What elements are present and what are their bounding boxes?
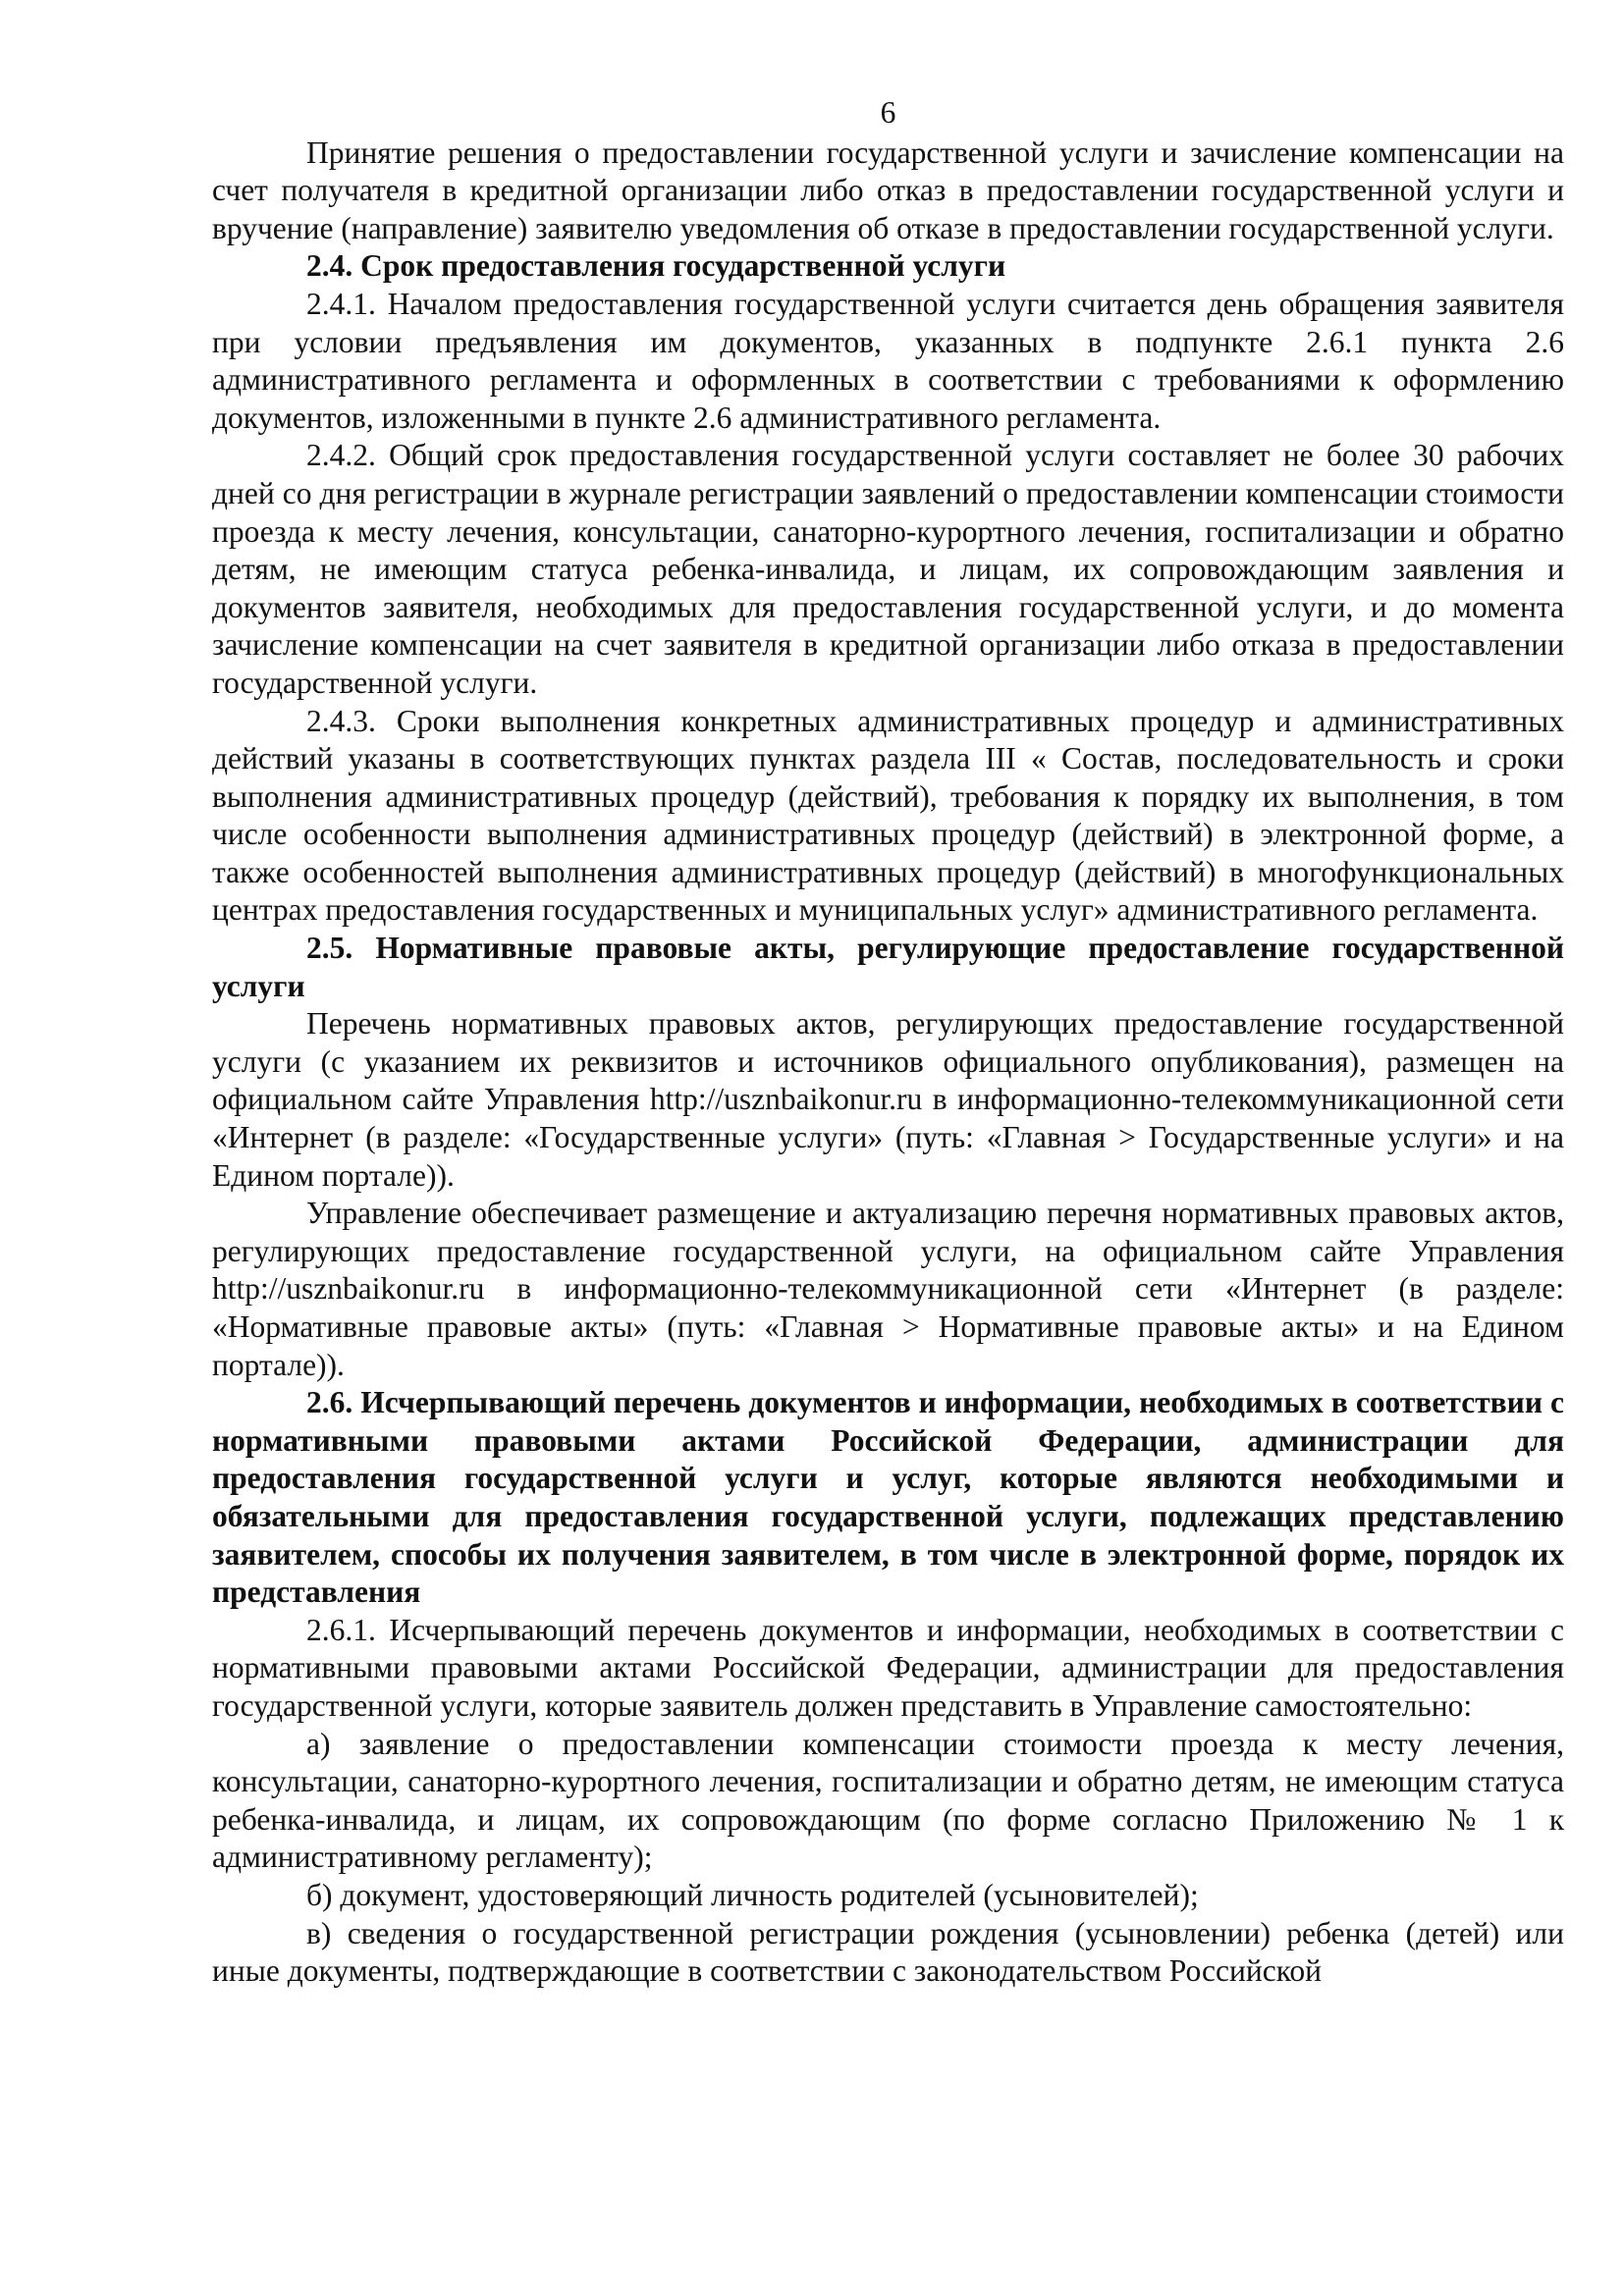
- list-item-a: а) заявление о предоставлении компенсации стоимости проезда к месту лечения, консультации, санаторно-курортного лечения, госпитализации и обратно детям, не имеющим статуса ребенка-инвалида, и лицам, их сопровождающим (по форме согласно Приложению № 1 к административному регламенту);: [212, 1726, 1564, 1875]
- document-page: [212, 94, 1564, 1991]
- page-number: 6: [880, 95, 896, 130]
- paragraph-2-6-1: 2.6.1. Исчерпывающий перечень документов и информации, необходимых в соответствии с нормативными правовыми актами Российской Федерации, администрации для предоставления государственной услуги, которые заявитель должен представить в Управление самостоятельно:: [212, 1612, 1564, 1723]
- list-item-b: б) документ, удостоверяющий личность родителей (усыновителей);: [306, 1877, 1199, 1912]
- paragraph-2-4-1: 2.4.1. Началом предоставления государственной услуги считается день обращения заявителя при условии предъявления им документов, указанных в подпункте 2.6.1 пункта 2.6 административного регламента и оформленных в соответствии с требованиями к оформлению документов, изложенными в пункте 2.6 административного регламента.: [212, 286, 1564, 435]
- heading-2-4: 2.4. Срок предоставления государственной услуги: [306, 248, 1006, 284]
- list-item-v: в) сведения о государственной регистрации рождения (усыновлении) ребенка (детей) или иные документы, подтверждающие в соответствии с законодательством Российской: [212, 1915, 1564, 1989]
- paragraph-2-4-3: 2.4.3. Сроки выполнения конкретных административных процедур и административных действий указаны в соответствующих пунктах раздела III « Состав, последовательность и сроки выполнения административных процедур (действий), требования к порядку их выполнения, в том числе особенности выполнения административных процедур (действий) в электронной форме, а также особенностей выполнения административных процедур (действий) в многофункциональных центрах предоставления государственных и муниципальных услуг» административного регламента.: [212, 703, 1564, 928]
- paragraph-legal-acts-list: Перечень нормативных правовых актов, регулирующих предоставление государственной услуги (с указанием их реквизитов и источников официального опубликования), размещен на официальном сайте Управления http://usznbaikonur.ru в информационно-телекоммуникационной сети «Интернет (в разделе: «Государственные услуги» (путь: «Главная > Государственные услуги» и на Едином портале)).: [212, 1006, 1564, 1193]
- paragraph-legal-acts-update: Управление обеспечивает размещение и актуализацию перечня нормативных правовых актов, регулирующих предоставление государственной услуги, на официальном сайте Управления http://usznbaikonur.ru в информационно-телекоммуникационной сети «Интернет (в разделе: «Нормативные правовые акты» (путь: «Главная > Нормативные правовые акты» и на Едином портале)).: [212, 1196, 1564, 1382]
- paragraph-decision-result: Принятие решения о предоставлении государственной услуги и зачисление компенсации на счет получателя в кредитной организации либо отказ в предоставлении государственной услуги и вручение (направление) заявителю уведомления об отказе в предоставлении государственной услуги.: [212, 134, 1564, 245]
- heading-2-5: 2.5. Нормативные правовые акты, регулирующие предоставление государственной услуги: [212, 931, 1564, 1003]
- heading-2-6: 2.6. Исчерпывающий перечень документов и информации, необходимых в соответствии с нормативными правовыми актами Российской Федерации, администрации для предоставления государственной услуги и услуг, которые являются необходимыми и обязательными для предоставления государственной услуги, подлежащих представлению заявителем, способы их получения заявителем, в том числе в электронной форме, порядок их представления: [212, 1385, 1564, 1610]
- paragraph-2-4-2: 2.4.2. Общий срок предоставления государственной услуги составляет не более 30 рабочих дней со дня регистрации в журнале регистрации заявлений о предоставлении компенсации стоимости проезда к месту лечения, консультации, санаторно-курортного лечения, госпитализации и обратно детям, не имеющим статуса ребенка-инвалида, и лицам, их сопровождающим заявления и документов заявителя, необходимых для предоставления государственной услуги, и до момента зачисление компенсации на счет заявителя в кредитной организации либо отказа в предоставлении государственной услуги.: [212, 438, 1564, 700]
